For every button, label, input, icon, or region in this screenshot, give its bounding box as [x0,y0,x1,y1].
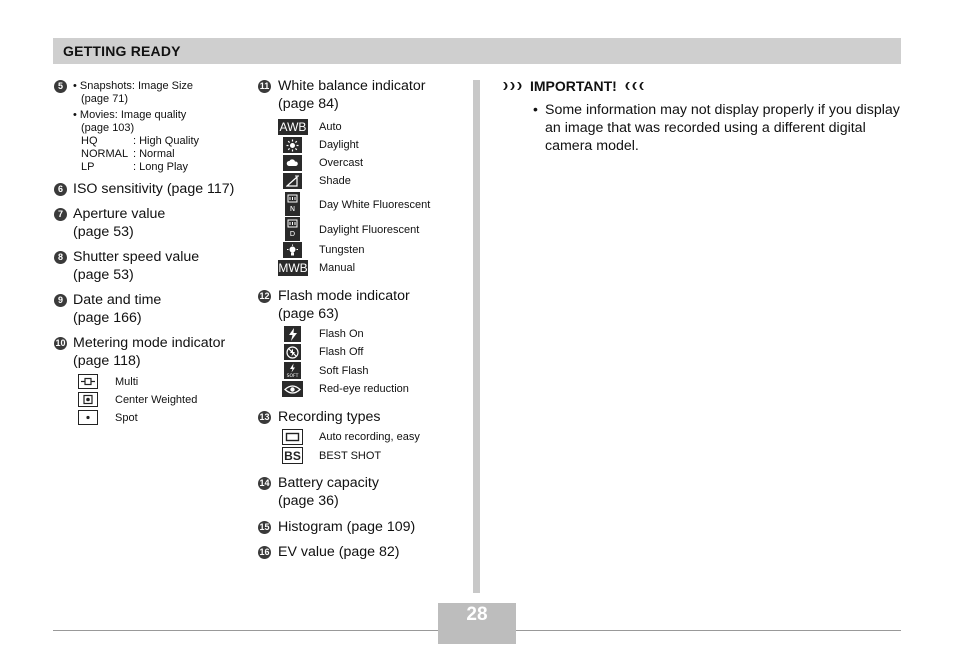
recording-type-auto: Auto recording, easy [319,431,420,443]
shutter-line1: Shutter speed value [73,249,200,265]
section-title: GETTING READY [63,43,181,59]
iso-sensitivity-text: ISO sensitivity (page 117) [73,181,235,197]
quality-normal-value: : Normal [133,148,175,160]
flash-on-icon [284,326,301,342]
important-heading [502,78,645,94]
important-right-marks-icon [621,78,645,94]
wb-tungsten: Tungsten [319,244,365,256]
shutter-line2: (page 53) [73,267,134,283]
svg-text:N: N [289,205,296,213]
flash-mode-line2: (page 63) [278,306,339,322]
important-title: IMPORTANT! [530,78,617,94]
ev-value-text: EV value (page 82) [278,544,400,560]
white-balance-line1: White balance indicator [278,78,426,94]
svg-text:SOFT: SOFT [286,374,299,378]
wb-auto: Auto [319,121,342,133]
important-body: Some information may not display properly if you display an image that was recorded using a different digital camera model. [545,102,900,154]
white-balance-line2: (page 84) [278,96,339,112]
spot-metering-icon [78,410,98,425]
wb-overcast: Overcast [319,157,364,169]
item-number-12: 12 [259,291,270,301]
best-shot-icon: BS [282,447,303,464]
quality-hq-key: HQ [81,135,98,147]
battery-line1: Battery capacity [278,475,379,491]
wb-shade: Shade [319,175,351,187]
soft-flash-icon [284,362,301,379]
aperture-line1: Aperture value [73,206,166,222]
flash-mode-off: Flash Off [319,346,364,358]
metering-line2: (page 118) [73,353,141,369]
column-divider [473,80,480,593]
day-white-fluorescent-icon [285,192,300,216]
item-number-7: 7 [54,208,67,221]
shade-icon [283,173,302,189]
center-weighted-icon [78,392,98,407]
page-number-tab [438,630,516,644]
tungsten-icon [283,242,302,258]
important-left-marks-icon [502,78,526,94]
svg-text:D: D [289,230,296,238]
quality-hq-value: : High Quality [133,135,200,147]
item-number-9: 9 [54,294,67,307]
date-time-line2: (page 166) [73,310,142,326]
flash-off-icon [284,344,301,360]
flash-mode-on: Flash On [319,328,364,340]
histogram-text: Histogram (page 109) [278,519,416,535]
metering-mode-multi: Multi [115,376,139,388]
page-number: 28 [466,604,488,625]
item-number-10: 10 [55,338,66,348]
wb-manual: Manual [319,262,356,274]
flash-mode-red-eye: Red-eye reduction [319,383,409,395]
snapshots-page: (page 71) [81,93,129,105]
item-number-16: 16 [259,547,270,557]
item-number-5: 5 [54,80,67,93]
snapshots-label: • Snapshots: Image Size [73,80,194,92]
item-number-15: 15 [259,522,270,532]
item-number-8: 8 [54,251,67,264]
section-header [53,38,901,64]
item-number-13: 13 [259,412,270,422]
recording-types-text: Recording types [278,409,381,425]
red-eye-icon [282,381,303,397]
flash-mode-line1: Flash mode indicator [278,288,410,304]
quality-normal-key: NORMAL [81,148,129,160]
metering-mode-center: Center Weighted [115,394,198,406]
metering-mode-spot: Spot [115,412,138,424]
metering-line1: Metering mode indicator [73,335,226,351]
important-bullet: • [533,101,538,117]
recording-type-best-shot: BEST SHOT [319,450,382,462]
item-number-14: 14 [259,478,270,488]
wb-daylight: Daylight [319,139,359,151]
quality-lp-key: LP [81,161,95,173]
battery-line2: (page 36) [278,493,339,509]
movies-label: • Movies: Image quality [73,109,187,121]
item-number-11: 11 [259,81,270,91]
daylight-icon [283,137,302,153]
date-time-line1: Date and time [73,292,162,308]
auto-recording-icon [282,429,303,445]
daylight-fluorescent-icon [285,217,300,241]
item-number-6: 6 [54,183,67,196]
aperture-line2: (page 53) [73,224,134,240]
movies-page: (page 103) [81,122,135,134]
mwb-icon: MWB [278,261,308,275]
wb-day-white-fluorescent: Day White Fluorescent [319,199,431,211]
awb-icon: AWB [279,120,307,134]
quality-lp-value: : Long Play [133,161,189,173]
flash-mode-soft: Soft Flash [319,365,369,377]
wb-daylight-fluorescent: Daylight Fluorescent [319,224,420,236]
multi-metering-icon [78,374,98,389]
overcast-icon [283,155,302,171]
